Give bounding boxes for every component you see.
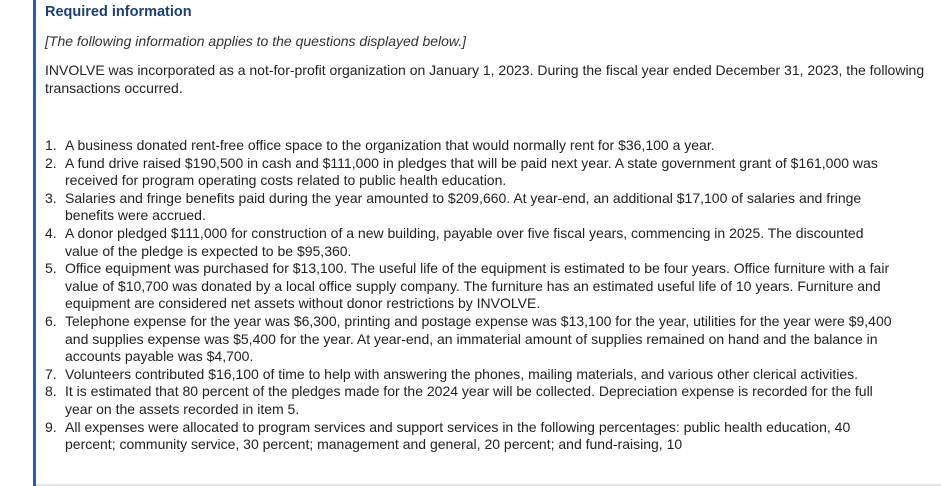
item-number: 8. (45, 383, 57, 400)
item-number: 9. (45, 418, 57, 435)
list-item (45, 383, 895, 418)
list-item (45, 260, 895, 313)
item-number: 6. (45, 312, 57, 329)
transactions-list (45, 137, 895, 454)
item-text: A fund drive raised $190,500 in cash and $111,000 in pledges that will be paid next year. A state government grant of $161,000 was received for program operating costs related to public health education. (65, 154, 878, 189)
list-item (45, 225, 895, 260)
section-heading: Required information (45, 4, 192, 20)
item-text: Volunteers contributed $16,100 of time to help with answering the phones, mailing materials, and various other clerical activities. (65, 365, 858, 382)
intro-paragraph: INVOLVE was incorporated as a not-for-profit organization on January 1, 2023. During the fiscal year ended December 31, 2023, the following transactions occurred. (45, 62, 925, 96)
list-item (45, 419, 895, 454)
list-item (45, 313, 895, 366)
item-text: A donor pledged $111,000 for construction of a new building, payable over five fiscal years, commencing in 2025. The discounted value of the pledge is expected to be $95,360. (65, 224, 864, 259)
item-text: Office equipment was purchased for $13,100. The useful life of the equipment is estimated to be four years. Office furniture with a fair value of $10,700 was donated by a local office supply company. The furniture has an estimated useful life of 10 years. Furniture and equipment are considered net assets without donor restrictions by INVOLVE. (65, 260, 890, 312)
list-item (45, 190, 895, 225)
item-number: 3. (45, 189, 57, 206)
panel-content (45, 4, 925, 453)
item-text: It is estimated that 80 percent of the pledges made for the 2024 year will be collected. Depreciation expense is recorded for the full year on the assets recorded in item 5. (65, 383, 873, 417)
list-item (45, 137, 895, 155)
required-information-panel (33, 0, 941, 486)
item-number: 1. (45, 137, 57, 153)
item-number: 7. (45, 365, 57, 382)
list-item (45, 155, 895, 190)
item-number: 4. (45, 224, 57, 241)
item-number: 2. (45, 154, 57, 171)
item-text: Telephone expense for the year was $6,300, printing and postage expense was $13,100 for the year, utilities for the year were $9,400 and supplies expense was $5,400 for the year. At year-end, an immaterial amount of supplies remained on hand and the balance in accounts payable was $4,700. (65, 312, 892, 365)
item-text: A business donated rent-free office space to the organization that would normally rent for $36,100 a year. (65, 137, 715, 153)
bracket-note: [The following information applies to the questions displayed below.] (45, 33, 467, 49)
item-text: Salaries and fringe benefits paid during the year amounted to $209,660. At year-end, an additional $17,100 of salaries and fringe benefits were accrued. (65, 189, 862, 224)
list-item (45, 366, 895, 384)
item-number: 5. (45, 260, 57, 277)
item-text: All expenses were allocated to program services and support services in the following percentages: public health education, 40 percent; community service, 30 percent; management and general, 20 percent; and fund-raising, 10 (65, 418, 851, 453)
